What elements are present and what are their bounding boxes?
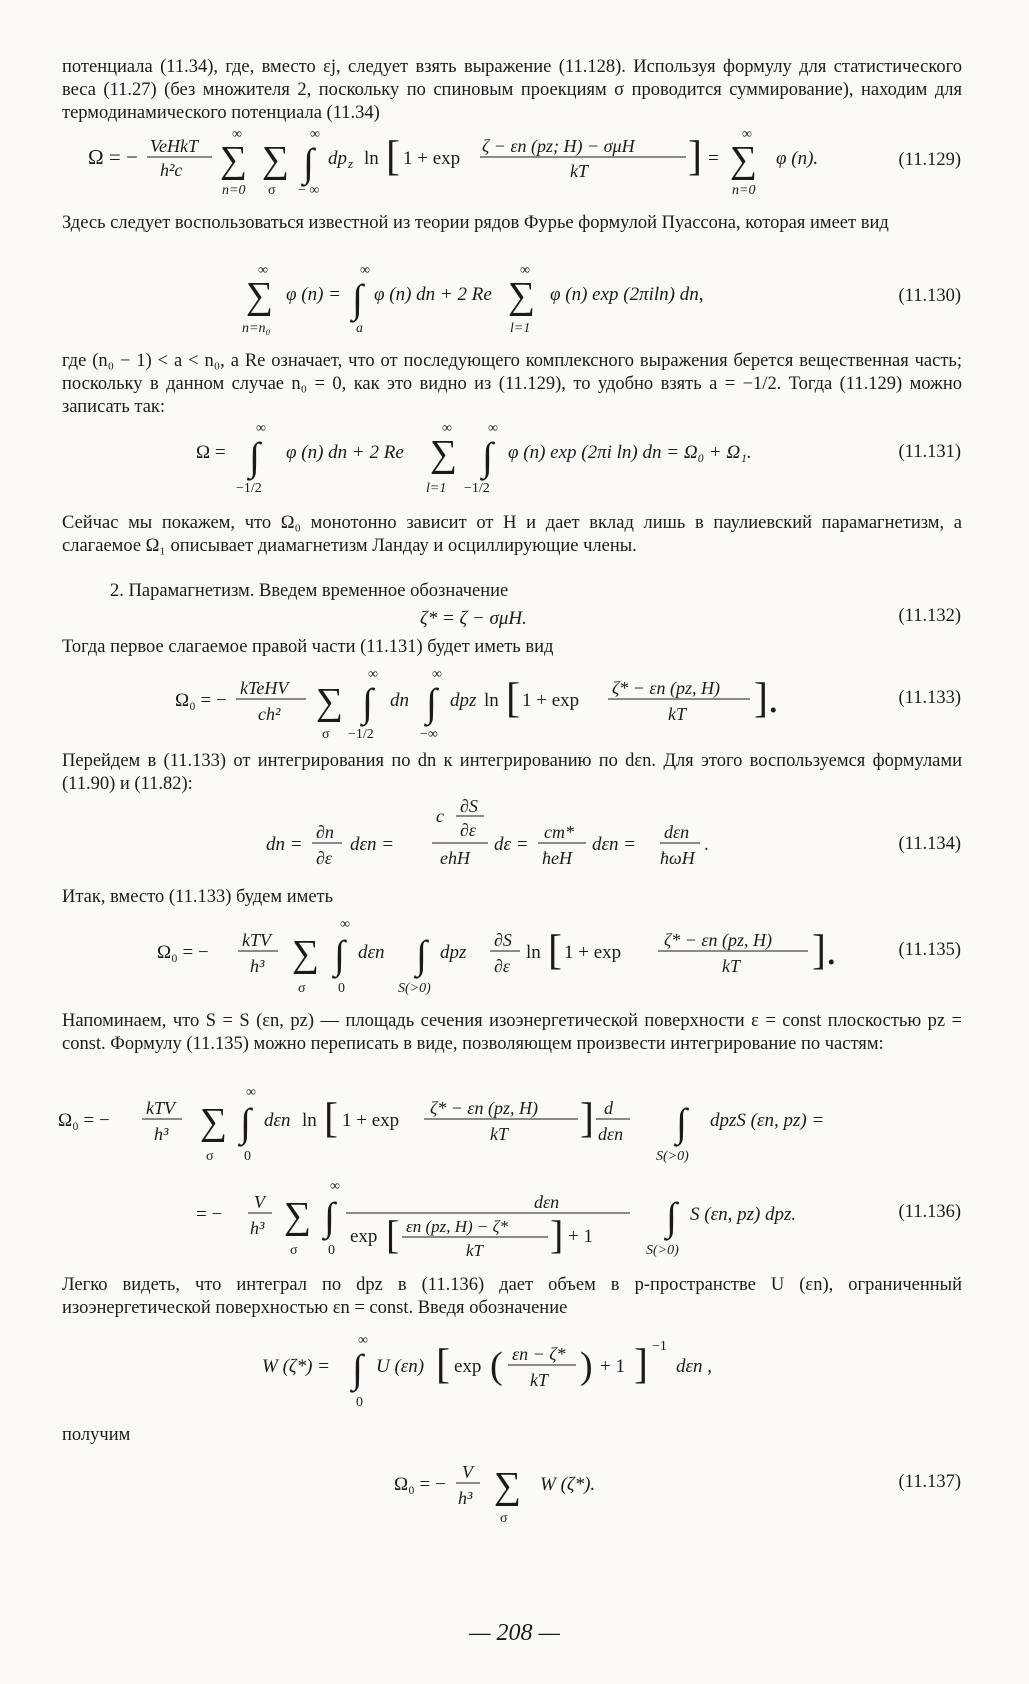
svg-text:∑: ∑ — [430, 433, 458, 475]
svg-text:d: d — [604, 1098, 613, 1118]
svg-text:σ: σ — [268, 183, 276, 198]
svg-text:∑: ∑ — [220, 139, 248, 181]
svg-text:∞: ∞ — [256, 421, 266, 436]
svg-text:∞: ∞ — [488, 421, 498, 436]
paragraph-6: Тогда первое слагаемое правой части (11.131) будет иметь вид — [62, 637, 554, 657]
svg-text:kT: kT — [466, 1241, 483, 1260]
equation-number-11-129: (11.129) — [898, 150, 961, 170]
svg-text:.: . — [704, 834, 709, 855]
svg-text:1 + exp: 1 + exp — [522, 690, 580, 711]
svg-text:exp: exp — [350, 1226, 378, 1247]
svg-text:].: ]. — [754, 676, 779, 722]
svg-text:ln: ln — [302, 1110, 317, 1131]
svg-text:W (ζ*).: W (ζ*). — [540, 1474, 596, 1495]
svg-text:ζ* − εn (pz, H): ζ* − εn (pz, H) — [612, 678, 721, 698]
svg-text:dεn =: dεn = — [350, 834, 395, 855]
svg-text:=: = — [708, 148, 719, 169]
svg-text:∫: ∫ — [240, 1100, 251, 1145]
svg-text:−1: −1 — [652, 1339, 667, 1354]
equation-11-137-formula — [0, 1452, 1029, 1528]
page-number: — 208 — — [469, 1620, 560, 1646]
svg-text:dεn ,: dεn , — [676, 1356, 712, 1377]
svg-text:ζ* = ζ − σμH.: ζ* = ζ − σμH. — [420, 608, 527, 629]
svg-text:φ (n) =: φ (n) = — [286, 284, 341, 305]
svg-text:kT: kT — [530, 1370, 548, 1390]
svg-text:ln: ln — [364, 148, 379, 169]
svg-text:φ (n) exp (2πi ln) dn = Ω₀ + Ω: φ (n) exp (2πi ln) dn = Ω₀ + Ω₁. — [508, 442, 752, 463]
equation-11-130-formula — [0, 262, 1029, 342]
paragraph-8: Итак, вместо (11.133) будем иметь — [62, 887, 334, 907]
equation-number-11-133: (11.133) — [898, 688, 961, 708]
svg-text:−1/2: −1/2 — [464, 481, 490, 496]
svg-text:ch²: ch² — [258, 704, 281, 724]
svg-text:∂ε: ∂ε — [316, 848, 332, 868]
svg-text:c: c — [436, 806, 444, 826]
svg-text:∞: ∞ — [368, 667, 378, 682]
svg-text:φ (n) dn + 2 Re: φ (n) dn + 2 Re — [374, 284, 492, 305]
svg-text:0: 0 — [338, 981, 345, 996]
svg-text:h³: h³ — [250, 956, 265, 976]
svg-text:∫: ∫ — [352, 276, 363, 321]
svg-text:ehH: ehH — [440, 848, 470, 868]
equation-11-135-formula — [0, 912, 1029, 1002]
svg-text:dεn: dεn — [264, 1110, 291, 1131]
svg-text:∑: ∑ — [316, 681, 344, 723]
svg-text:dpzS (εn, pz) =: dpzS (εn, pz) = — [710, 1110, 825, 1131]
svg-text:∫: ∫ — [416, 932, 427, 977]
svg-text:U (εn): U (εn) — [376, 1356, 425, 1377]
svg-text:ħeH: ħeH — [542, 848, 572, 868]
svg-text:φ (n).: φ (n). — [776, 148, 819, 169]
svg-text:∫: ∫ — [249, 434, 260, 479]
svg-text:ln: ln — [526, 942, 541, 963]
svg-text:σ: σ — [322, 727, 330, 742]
paragraph-9: Напоминаем, что S = S (εn, pz) — площадь сечения изоэнергетической поверхности ε = const плоскостью pz = const. Формулу (11.135) можно переписать в виде, позволяющем произвести интегрирование по частям: — [62, 1011, 962, 1054]
svg-text:= −: = − — [196, 1204, 223, 1225]
equation-11-135 — [0, 912, 1029, 1002]
equation-11-134-formula — [0, 798, 1029, 882]
svg-text:kTV: kTV — [242, 930, 271, 950]
svg-text:dpz: dpz — [450, 690, 477, 711]
svg-text:∑: ∑ — [262, 139, 290, 181]
equation-11-137 — [0, 1452, 1029, 1528]
svg-text:kT: kT — [722, 956, 740, 976]
svg-text:dεn: dεn — [664, 822, 690, 842]
equation-w-definition — [0, 1330, 1029, 1412]
svg-text:∫: ∫ — [666, 1194, 677, 1239]
equation-number-11-134: (11.134) — [898, 834, 961, 854]
svg-text:]: ] — [580, 1096, 594, 1142]
svg-text:∫: ∫ — [334, 932, 345, 977]
svg-text:Ω₀ = −: Ω₀ = − — [394, 1474, 446, 1495]
svg-text:kT: kT — [570, 161, 588, 181]
svg-text:]: ] — [634, 1342, 648, 1388]
svg-text:n=0: n=0 — [732, 183, 756, 198]
svg-text:[: [ — [324, 1096, 338, 1142]
svg-text:].: ]. — [812, 928, 837, 974]
svg-text:1 + exp: 1 + exp — [564, 942, 622, 963]
svg-text:VeHkT: VeHkT — [150, 136, 198, 156]
svg-text:ζ* − εn (pz, H): ζ* − εn (pz, H) — [430, 1098, 539, 1118]
svg-text:n=0: n=0 — [222, 183, 246, 198]
svg-text:∫: ∫ — [303, 140, 314, 185]
svg-text:h³: h³ — [154, 1124, 169, 1144]
svg-text:φ (n) dn + 2 Re: φ (n) dn + 2 Re — [286, 442, 404, 463]
svg-text:dp: dp — [328, 148, 347, 169]
paragraph-11: получим — [62, 1425, 131, 1445]
svg-text:εn (pz, H) − ζ*: εn (pz, H) − ζ* — [406, 1217, 509, 1236]
svg-text:[: [ — [436, 1342, 450, 1388]
svg-text:): ) — [580, 1345, 593, 1387]
svg-text:kT: kT — [490, 1124, 508, 1144]
svg-text:dεn: dεn — [598, 1124, 624, 1144]
svg-text:V: V — [462, 1462, 473, 1482]
svg-text:σ: σ — [206, 1149, 214, 1164]
svg-text:∑: ∑ — [494, 1465, 522, 1507]
svg-text:V: V — [254, 1192, 265, 1212]
svg-text:0: 0 — [244, 1149, 251, 1164]
svg-text:∞: ∞ — [742, 127, 752, 142]
svg-text:∫: ∫ — [426, 680, 437, 725]
svg-text:∑: ∑ — [730, 139, 758, 181]
equation-11-130 — [0, 262, 1029, 342]
svg-text:+ 1: + 1 — [568, 1226, 593, 1247]
equation-11-133-formula — [0, 664, 1029, 746]
svg-text:−1/2: −1/2 — [348, 727, 374, 742]
svg-text:W (ζ*) =: W (ζ*) = — [262, 1356, 330, 1377]
svg-text:dε =: dε = — [494, 834, 529, 855]
svg-text:∂ε: ∂ε — [460, 820, 476, 840]
equation-number-11-135: (11.135) — [898, 940, 961, 960]
svg-text:∑: ∑ — [200, 1101, 228, 1143]
svg-text:σ: σ — [500, 1511, 508, 1526]
svg-text:∫: ∫ — [676, 1100, 687, 1145]
equation-11-132-formula — [0, 602, 1029, 634]
svg-text:∞: ∞ — [340, 917, 350, 932]
svg-text:∫: ∫ — [352, 1346, 363, 1391]
paragraph-2: Здесь следует воспользоваться известной из теории рядов Фурье формулой Пуассона, которая имеет вид — [62, 213, 889, 233]
svg-text:0: 0 — [328, 1243, 335, 1258]
equation-11-131-formula — [0, 420, 1029, 500]
svg-text:∑: ∑ — [246, 275, 274, 317]
svg-text:l=1: l=1 — [510, 321, 531, 336]
svg-text:∞: ∞ — [232, 127, 242, 142]
svg-text:n=n₀: n=n₀ — [242, 321, 271, 336]
svg-text:σ: σ — [298, 981, 306, 996]
svg-text:S(>0): S(>0) — [646, 1243, 679, 1258]
paragraph-1: потенциала (11.34), где, вместо εj, следует взять выражение (11.128). Используя формулу для статистического веса (11.27) (без множителя 2, поскольку по спиновым проекциям σ проводится суммирование), находим для термодинамического потенциала (11.34) — [62, 57, 962, 123]
svg-text:Ω = −: Ω = − — [88, 145, 138, 169]
equation-11-129-formula — [0, 124, 1029, 204]
svg-text:∞: ∞ — [358, 1333, 368, 1348]
svg-text:]: ] — [550, 1212, 564, 1257]
svg-text:∫: ∫ — [324, 1194, 335, 1239]
svg-text:∂S: ∂S — [494, 930, 512, 950]
svg-text:εn − ζ*: εn − ζ* — [512, 1344, 566, 1364]
equation-number-11-137: (11.137) — [898, 1472, 961, 1492]
equation-11-136 — [0, 1080, 1029, 1260]
svg-text:∫: ∫ — [362, 680, 373, 725]
svg-text:kTV: kTV — [146, 1098, 175, 1118]
paragraph-4: Сейчас мы покажем, что Ω₀ монотонно зависит от H и дает вклад лишь в паулиевский парамагнетизм, а слагаемое Ω₁ описывает диамагнетизм Ландау и осциллирующие члены. — [62, 513, 962, 556]
svg-text:Ω₀ = −: Ω₀ = − — [175, 690, 227, 711]
svg-text:+ 1: + 1 — [600, 1356, 625, 1377]
equation-11-133 — [0, 664, 1029, 746]
svg-text:1 + exp: 1 + exp — [403, 148, 461, 169]
svg-text:∫: ∫ — [482, 434, 493, 479]
equation-number-11-131: (11.131) — [898, 442, 961, 462]
svg-text:ζ* − εn (pz, H): ζ* − εn (pz, H) — [664, 930, 773, 950]
svg-text:cm*: cm* — [544, 822, 574, 842]
paragraph-5: 2. Парамагнетизм. Введем временное обозначение — [110, 581, 509, 601]
svg-text:a: a — [356, 321, 363, 336]
svg-text:∞: ∞ — [360, 263, 370, 278]
svg-text:σ: σ — [290, 1243, 298, 1258]
svg-text:∑: ∑ — [292, 933, 320, 975]
svg-text:dn =: dn = — [266, 834, 303, 855]
paragraph-10: Легко видеть, что интеграл по dpz в (11.136) дает объем в p-пространстве U (εn), ограниченный изоэнергетической поверхностью εn = const. Введя обозначение — [62, 1275, 962, 1318]
equation-number-11-132: (11.132) — [898, 606, 961, 626]
svg-text:− ∞: − ∞ — [298, 183, 320, 198]
paragraph-3: где (n₀ − 1) < a < n₀, а Re означает, что от последующего комплексного выражения берется вещественная часть; поскольку в данном случае n₀ = 0, как это видно из (11.129), то удобно взять a = −1/2. Тогда (11.129) можно записать так: — [62, 351, 962, 417]
svg-text:dpz: dpz — [440, 942, 467, 963]
equation-11-136-formula — [0, 1080, 1029, 1260]
equation-number-11-136: (11.136) — [898, 1202, 961, 1222]
svg-text:[: [ — [386, 1212, 400, 1257]
svg-text:1 + exp: 1 + exp — [342, 1110, 400, 1131]
svg-text:ħωH: ħωH — [660, 848, 695, 868]
svg-text:∞: ∞ — [330, 1179, 340, 1194]
svg-text:∞: ∞ — [520, 263, 530, 278]
svg-text:S(>0): S(>0) — [398, 981, 431, 996]
svg-text:Ω₀ = −: Ω₀ = − — [58, 1110, 110, 1131]
svg-text:l=1: l=1 — [426, 481, 447, 496]
equation-w-definition-formula — [0, 1330, 1029, 1412]
equation-11-134 — [0, 798, 1029, 882]
svg-text:∞: ∞ — [310, 127, 320, 142]
svg-text:−∞: −∞ — [420, 727, 438, 742]
svg-text:h³: h³ — [250, 1218, 265, 1238]
svg-text:dεn: dεn — [358, 942, 385, 963]
svg-text:h²c: h²c — [160, 160, 183, 180]
svg-text:dεn: dεn — [534, 1192, 560, 1212]
svg-text:Ω₀ = −: Ω₀ = − — [157, 942, 209, 963]
svg-text:−1/2: −1/2 — [236, 481, 262, 496]
svg-text:exp: exp — [454, 1356, 482, 1377]
svg-text:∞: ∞ — [246, 1085, 256, 1100]
svg-text:∞: ∞ — [258, 263, 268, 278]
svg-text:∂S: ∂S — [460, 796, 478, 816]
svg-text:S (εn, pz) dpz.: S (εn, pz) dpz. — [690, 1204, 797, 1225]
svg-text:∑: ∑ — [508, 275, 536, 317]
svg-text:]: ] — [688, 134, 702, 180]
svg-text:h³: h³ — [458, 1488, 473, 1508]
svg-text:[: [ — [506, 676, 520, 722]
equation-11-132 — [0, 602, 1029, 634]
paragraph-7: Перейдем в (11.133) от интегрирования по dn к интегрированию по dεn. Для этого воспользуемся формулами (11.90) и (11.82): — [62, 751, 962, 794]
equation-number-11-130: (11.130) — [898, 286, 961, 306]
svg-text:0: 0 — [356, 1395, 363, 1410]
svg-text:z: z — [348, 156, 354, 171]
svg-text:kTeHV: kTeHV — [240, 678, 289, 698]
svg-text:∂ε: ∂ε — [494, 956, 510, 976]
svg-text:S(>0): S(>0) — [656, 1149, 689, 1164]
svg-text:φ (n) exp (2πiln) dn,: φ (n) exp (2πiln) dn, — [550, 284, 704, 305]
svg-text:∑: ∑ — [284, 1195, 312, 1237]
svg-text:∞: ∞ — [432, 667, 442, 682]
svg-text:kT: kT — [668, 704, 686, 724]
svg-text:dεn =: dεn = — [592, 834, 637, 855]
svg-text:[: [ — [386, 134, 400, 180]
svg-text:(: ( — [490, 1345, 503, 1387]
svg-text:[: [ — [548, 928, 562, 974]
svg-text:Ω =: Ω = — [196, 442, 226, 463]
equation-11-131 — [0, 420, 1029, 500]
svg-text:∂n: ∂n — [316, 822, 334, 842]
svg-text:dn: dn — [390, 690, 409, 711]
svg-text:∞: ∞ — [442, 421, 452, 436]
svg-text:ζ − εn (pz; H) − σμH: ζ − εn (pz; H) − σμH — [482, 136, 635, 156]
equation-11-129 — [0, 124, 1029, 204]
svg-text:ln: ln — [484, 690, 499, 711]
